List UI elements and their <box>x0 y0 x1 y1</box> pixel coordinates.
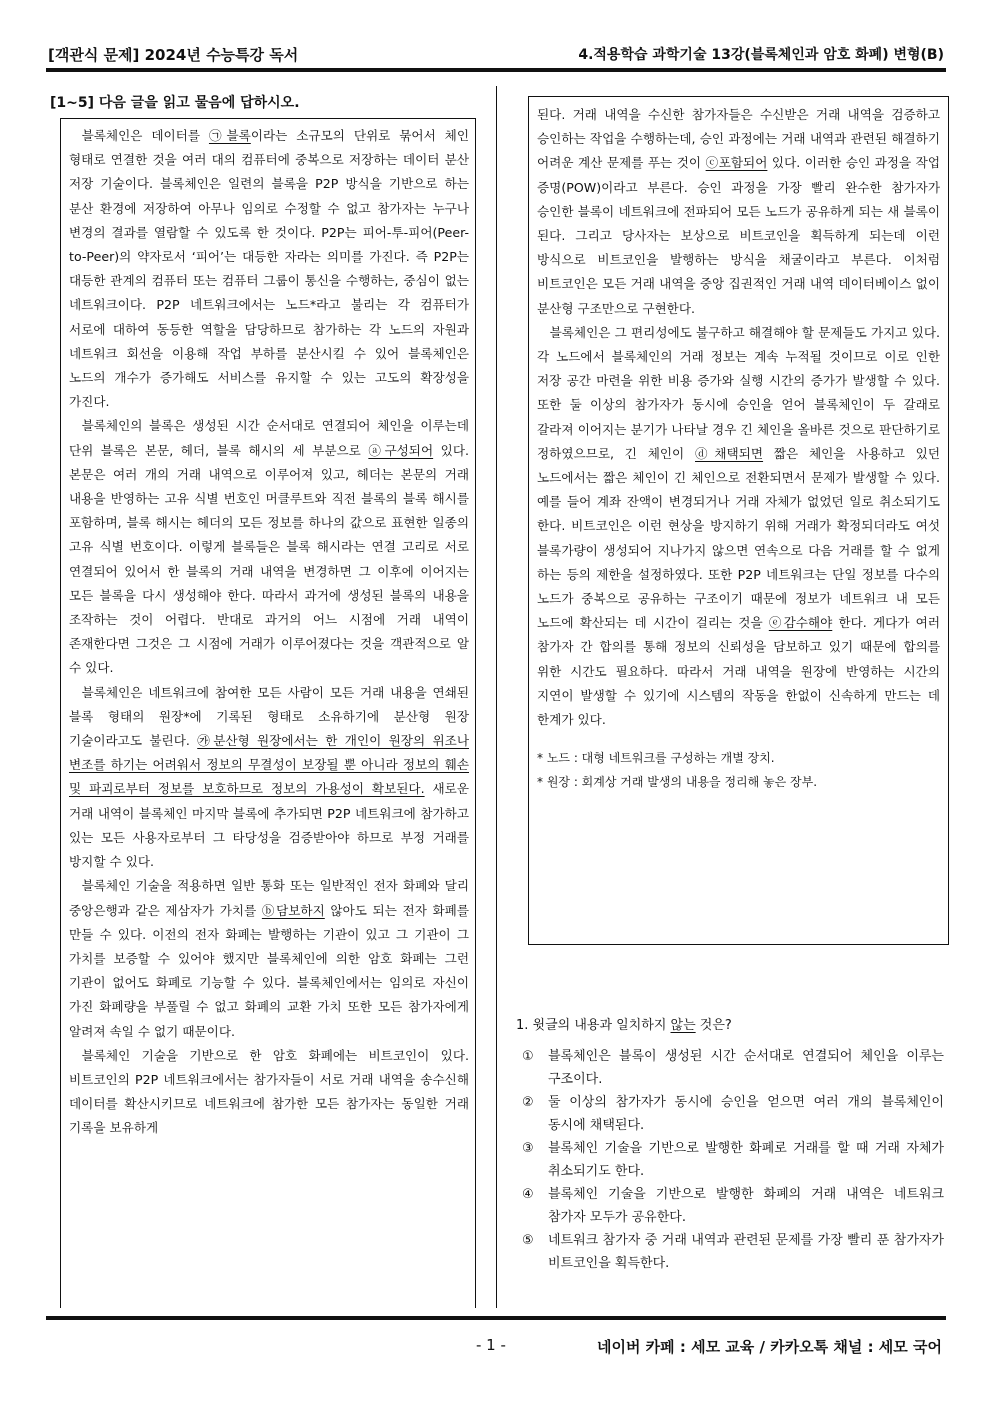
paragraph-5: 블록체인 기술을 기반으로 한 암호 화폐에는 비트코인이 있다. 비트코인의 P2P 네트워크에서는 참가자들이 서로 거래 내역을 송수신해 데이터를 확산시키므로 네트워크에 참가한 모든 참가자는 동일한 거래 기록을 보유하게 <box>69 1047 469 1136</box>
marked-word-d: ⓓ채택되면 <box>695 445 764 461</box>
choice-text: 둘 이상의 참가자가 동시에 승인을 얻으면 여러 개의 블록체인이 동시에 채택된다. <box>548 1095 944 1133</box>
paragraph-2 <box>69 414 469 680</box>
passage-box-left <box>60 118 476 1308</box>
choice-2[interactable] <box>516 1091 944 1137</box>
question-1 <box>516 1014 944 1275</box>
paragraph-6 <box>537 321 940 732</box>
choice-number: ③ <box>522 1141 534 1156</box>
header-divider <box>46 68 946 72</box>
text: 1. 윗글의 내용과 일치하지 <box>516 1018 671 1033</box>
choice-5[interactable] <box>516 1229 944 1275</box>
choice-number: ⑤ <box>522 1233 534 1248</box>
text: 블록체인 기술을 적용하면 일반 통화 또는 일반적인 전자 화폐와 달리 중앙은행과 같은 제삼자가 가치를 <box>69 878 469 918</box>
marked-word-a: ⓐ구성되어 <box>368 442 434 458</box>
footnote-ledger: * 원장 : 회계상 거래 발생의 내용을 정리해 놓은 장부. <box>537 775 818 790</box>
marked-word-block: ㉠블록 <box>208 128 251 143</box>
text: 블록체인은 데이터를 <box>81 128 209 143</box>
text: 블록체인은 네트워크에 참여한 모든 사람이 모든 거래 내용을 연쇄된 블록 형태의 원장*에 기록된 형태로 소유하기에 분산형 원장 기술이라고도 불린다. <box>69 684 469 749</box>
paragraph-4 <box>69 874 469 1043</box>
marked-word-c: ⓒ포함되어 <box>705 155 768 171</box>
instruction: [1~5] 다음 글을 읽고 물음에 답하시오. <box>50 95 300 111</box>
choice-text: 블록체인 기술을 기반으로 발행한 화폐의 거래 내역은 네트워크 참가자 모두가 공유한다. <box>548 1187 944 1225</box>
page-number: - 1 - <box>476 1336 506 1354</box>
marked-word-e: ⓔ감수해야 <box>768 615 833 631</box>
choice-number: ① <box>522 1049 534 1064</box>
choice-text: 블록체인은 블록이 생성된 시간 순서대로 연결되어 체인을 이루는 구조이다. <box>548 1049 944 1087</box>
footnote-node: * 노드 : 대형 네트워크를 구성하는 개별 장치. <box>537 751 775 766</box>
paragraph-3 <box>69 681 469 875</box>
text: 블록체인의 블록은 생성된 시간 순서대로 연결되어 체인을 이루는데 단위 블록은 본문, 헤더, 블록 해시의 세 부분으로 <box>69 418 469 458</box>
header-title-left: [객관식 문제] 2024년 수능특강 독서 <box>48 46 299 64</box>
choice-number: ④ <box>522 1187 534 1202</box>
text: 짧은 체인을 사용하고 있던 노드에서는 짧은 체인이 긴 체인으로 전환되면서 문제가 발생할 수 있다. 예를 들어 계좌 잔액이 변경되거나 거래 자체가 없었던 일로 취소되기도 한다. 비트코인은 이런 현상을 방지하기 위해 거래가 확정되더라도 여섯 블록가량이 생성되어 지나가지 않으면 연속으로 다음 거래를 할 수 없게 하는 등의 제한을 설정하였다. 또한 P2P 네트워크는 단일 정보를 다수의 노드가 중복으로 공유하는 구조이기 때문에 정보가 네트워크 내 모든 노드에 확산되는 데 시간이 걸리는 것을 <box>537 445 941 631</box>
paragraph-1 <box>69 124 469 414</box>
text: 이라는 소규모의 단위로 묶어서 체인 형태로 연결한 것을 여러 대의 컴퓨터에 중복으로 저장하는 데이터 분산 저장 기술이다. 블록체인은 일련의 블록을 P2P 방식을 기반으로 하는 분산 환경에 저장하여 아무나 임의로 수정할 수 없고 참가자는 누구나 변경의 결과를 열람할 수 있도록 한 것이다. P2P는 피어-투-피어(Peer-to-Peer)의 약자로서 ‘피어’는 대등한 자라는 의미를 가진다. 즉 P2P는 대등한 관계의 컴퓨터 또는 컴퓨터 그룹이 통신을 수행하는, 중심이 없는 네트워크이다. P2P 네트워크에서는 노드*라고 불리는 각 컴퓨터가 서로에 대하여 동등한 역할을 담당하므로 참가하는 각 노드의 자원과 네트워크 회선을 이용해 작업 부하를 분산시킬 수 있어 블록체인은 노드의 개수가 증가해도 서비스를 유지할 수 있는 고도의 확장성을 가진다. <box>69 128 470 410</box>
marked-word-b: ⓑ담보하지 <box>261 902 325 918</box>
choice-number: ② <box>522 1095 534 1110</box>
choice-3[interactable] <box>516 1137 944 1183</box>
stem-emphasis: 않는 <box>670 1018 696 1033</box>
choice-4[interactable] <box>516 1183 944 1229</box>
text: 된다. 거래 내역을 수신한 참가자들은 수신받은 거래 내역을 검증하고 승인하는 작업을 수행하는데, 승인 과정에는 거래 내역과 관련된 해결하기 어려운 계산 문제를 푸는 것이 <box>537 107 940 171</box>
question-stem <box>516 1014 944 1033</box>
footer-divider <box>46 1316 946 1320</box>
footer-credit: 네이버 카페 : 세모 교육 / 카카오톡 채널 : 세모 국어 <box>596 1338 942 1356</box>
choice-text: 블록체인 기술을 기반으로 발행한 화폐로 거래를 할 때 거래 자체가 취소되기도 한다. <box>548 1141 944 1179</box>
text: 않아도 되는 전자 화폐를 만들 수 있다. 이전의 전자 화폐는 발행하는 기관이 있고 그 기관이 그 가치를 보증할 수 있어야 했지만 블록체인에 의한 암호 화폐는 그런 기관이 없어도 화폐로 기능할 수 있다. 블록체인에서는 임의로 자신이 가진 화폐량을 부풀릴 수 없고 화폐의 교환 가치 또한 모든 참가자에게 알려져 속일 수 없기 때문이다. <box>69 902 469 1039</box>
text: 있다. 이러한 승인 과정을 작업 증명(POW)이라고 부른다. 승인 과정을 가장 빨리 완수한 참가자가 승인한 블록이 네트워크에 전파되어 모든 노드가 공유하게 되는 새 블록이 된다. 그리고 당사자는 보상으로 비트코인을 획득하게 되는데 이런 방식으로 비트코인을 발행하는 방식을 채굴이라고 부른다. 이처럼 비트코인은 모든 거래 내역을 중앙 집권적인 거래 내역 데이터베이스 없이 분산형 구조만으로 구현한다. <box>537 155 940 316</box>
header-title-right: 4.적용학습 과학기술 13강(블록체인과 암호 화폐) 변형(B) <box>578 47 944 63</box>
text: 새로운 거래 내역이 블록체인 마지막 블록에 추가되면 P2P 네트워크에 참가하고 있는 모든 사용자로부터 그 타당성을 검증받아야 하므로 부정 거래를 방지할 수 있다. <box>69 781 469 870</box>
marked-sentence-ga: ㉮분산형 원장에서는 한 개인이 원장의 위조나 변조를 하기는 어려워서 정보의 무결성이 보장될 뿐 아니라 정보의 훼손 및 파괴로부터 정보를 보호하므로 정보의 가용성이 확보된다. <box>69 733 470 797</box>
text: 것은? <box>695 1018 732 1033</box>
text: 있다. 본문은 여러 개의 거래 내역으로 이루어져 있고, 헤더는 본문의 거래 내용을 반영하는 고유 식별 번호인 머클루트와 직전 블록의 블록 해시를 포함하며, 블록 해시는 헤더의 모든 정보를 하나의 값으로 표현한 일종의 고유 식별 번호이다. 이렇게 블록들은 블록 해시라는 연결 고리로 서로 연결되어 있어서 한 블록의 거래 내역을 변경하면 그 이후에 이어지는 모든 블록을 다시 생성해야 한다. 따라서 과거에 생성된 블록의 내용을 조작하는 것이 어렵다. 반대로 과거의 어느 시점에 거래 내역이 존재한다면 그것은 그 시점에 거래가 이루어졌다는 것을 객관적으로 알 수 있다. <box>69 442 469 676</box>
footnotes <box>537 746 940 794</box>
paragraph-5-continued <box>537 103 940 321</box>
column-divider <box>496 86 497 1308</box>
text: 한다. 게다가 여러 참가자 간 합의를 통해 정보의 신뢰성을 담보하고 있기 때문에 합의를 위한 시간도 필요하다. 따라서 거래 내역을 원장에 반영하는 시간의 지연이 발생할 수 있기에 시스템의 작동을 한없이 신속하게 만드는 데 한계가 있다. <box>537 615 941 728</box>
choice-1[interactable] <box>516 1045 944 1091</box>
passage-box-right <box>528 96 949 945</box>
choice-text: 네트워크 참가자 중 거래 내역과 관련된 문제를 가장 빨리 푼 참가자가 비트코인을 획득한다. <box>548 1233 944 1271</box>
text: 블록체인은 그 편리성에도 불구하고 해결해야 할 문제들도 가지고 있다. 각 노드에서 블록체인의 거래 정보는 계속 누적될 것이므로 이로 인한 저장 공간 마련을 위한 비용 증가와 실행 시간의 증가가 발생할 수 있다. 또한 둘 이상의 참가자가 동시에 승인을 얻어 블록체인이 두 갈래로 갈라져 이어지는 분기가 나타날 경우 긴 체인을 올바른 것으로 판단하기로 정하였으므로, 긴 체인이 <box>537 324 940 461</box>
